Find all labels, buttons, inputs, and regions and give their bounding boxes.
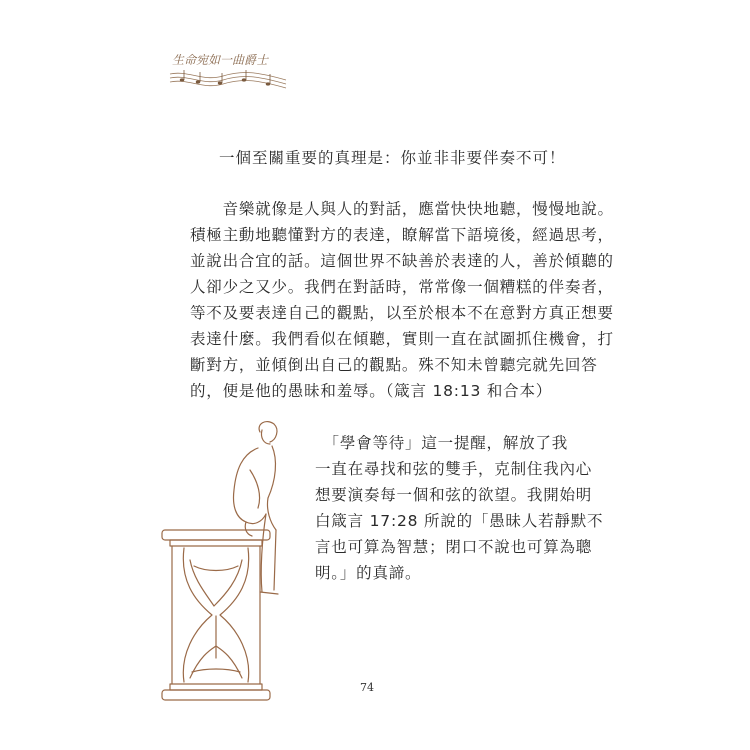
paragraph-line: 並說出合宜的話。這個世界不缺善於表達的人，善於傾聽的	[190, 252, 614, 270]
paragraph-waiting	[315, 430, 603, 586]
paragraph-line: 表達什麼。我們看似在傾聽，實則一直在試圖抓住機會，打	[190, 330, 614, 348]
hourglass-icon	[162, 530, 270, 700]
paragraph-line: 白箴言 17:28 所說的「愚昧人若靜默不	[315, 512, 604, 530]
book-header-logo	[168, 42, 288, 100]
paragraph-line: 等不及要表達自己的觀點，以至於根本不在意對方真正想要	[190, 304, 614, 322]
paragraph-line: 想要演奏每一個和弦的欲望。我開始明	[315, 486, 593, 504]
paragraph-line: 的，便是他的愚昧和羞辱。（箴言 18:13 和合本）	[190, 382, 553, 400]
paragraph-line: 音樂就像是人與人的對話，應當快快地聽，慢慢地說。	[190, 200, 614, 218]
music-notes-logo-icon	[168, 42, 288, 100]
paragraph-line: 言也可算為智慧；閉口不說也可算為聰	[315, 538, 593, 556]
paragraph-line: 一直在尋找和弦的雙手，克制住我內心	[315, 460, 593, 478]
paragraph-listening	[190, 196, 614, 404]
logo-text	[168, 100, 169, 101]
paragraph-line: 斷對方，並傾倒出自己的觀點。殊不知未曾聽完就先回答	[190, 356, 598, 374]
paragraph-line: 積極主動地聽懂對方的表達，瞭解當下語境後，經過思考，	[190, 226, 614, 244]
page-number: 74	[360, 681, 374, 694]
thinking-man-on-hourglass-illustration	[150, 410, 300, 710]
paragraph-line: 人卻少之又少。我們在對話時，常常像一個糟糕的伴奏者，	[190, 278, 614, 296]
svg-text:生命宛如一曲爵士: 生命宛如一曲爵士	[172, 53, 269, 67]
paragraph-line: 明。」的真諦。	[315, 564, 422, 582]
key-truth-statement: 一個至關重要的真理是：你並非非要伴奏不可！	[219, 149, 566, 167]
paragraph-line: 「學會等待」這一提醒，解放了我	[315, 434, 569, 452]
